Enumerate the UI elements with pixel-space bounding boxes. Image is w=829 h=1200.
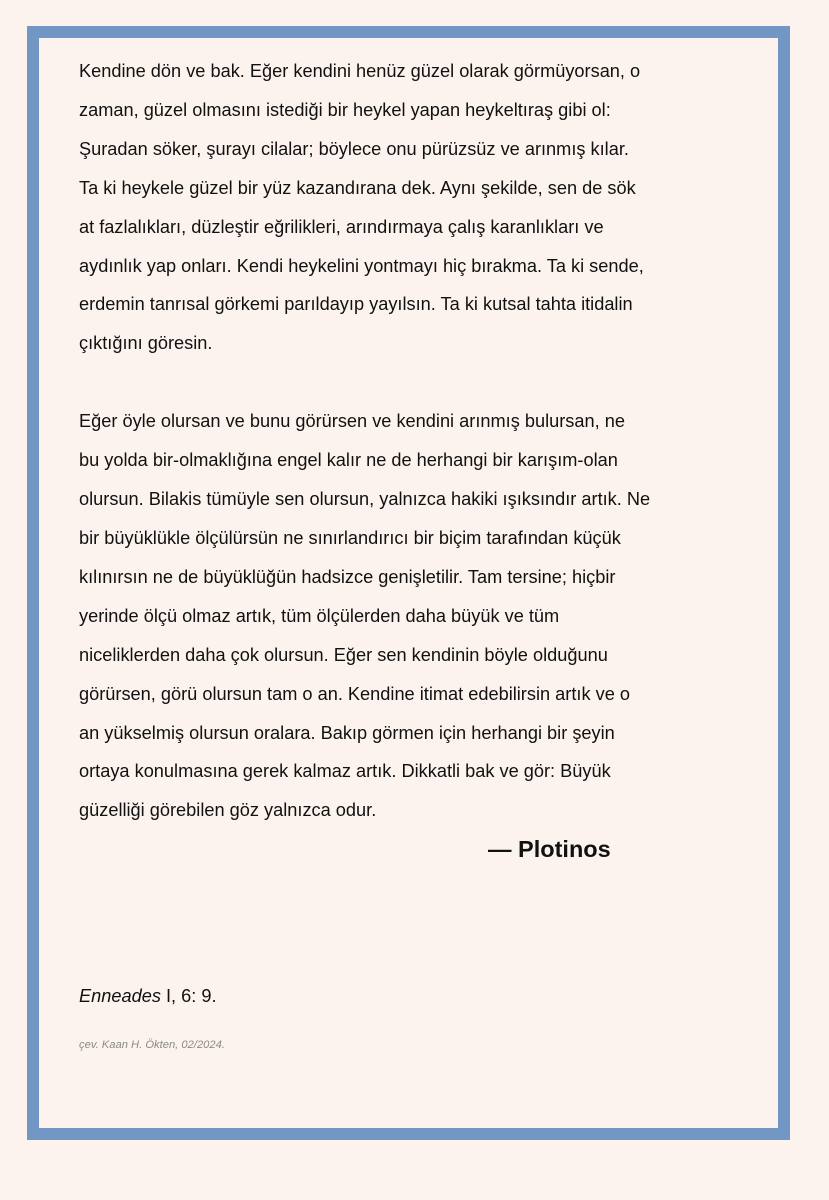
text-line: erdemin tanrısal görkemi parıldayıp yayılsın. Ta ki kutsal tahta itidalin [79, 294, 633, 315]
text-line: an yükselmiş olursun oralara. Bakıp görmen için herhangi bir şeyin [79, 722, 615, 743]
text-line: at fazlalıkları, düzleştir eğrilikleri, arındırmaya çalış karanlıkları ve [79, 216, 604, 237]
text-line: kılınırsın ne de büyüklüğün hadsizce genişletilir. Tam tersine; hiçbir [79, 566, 616, 587]
text-line: çıktığını göresin. [79, 333, 213, 354]
text-line: yerinde ölçü olmaz artık, tüm ölçülerden daha büyük ve tüm [79, 605, 560, 626]
text-line: Şuradan söker, şurayı cilalar; böylece onu pürüzsüz ve arınmış kılar. [79, 138, 629, 159]
source-reference: I, 6: 9. [160, 986, 217, 1006]
text-line: Kendine dön ve bak. Eğer kendini henüz güzel olarak görmüyorsan, o [79, 61, 641, 81]
paragraph-spacer [79, 363, 691, 402]
source-work-title: Enneades [79, 986, 161, 1006]
text-line: zaman, güzel olmasını istediği bir heykel yapan heykeltıraş gibi ol: [79, 99, 611, 120]
quote-paragraph-2 [79, 402, 691, 830]
translator-credit: çev. Kaan H. Ökten, 02/2024. [79, 1039, 225, 1051]
source-citation [79, 986, 217, 1007]
text-line: bu yolda bir-olmaklığına engel kalır ne de herhangi bir karışım-olan [79, 450, 618, 471]
text-line: aydınlık yap onları. Kendi heykelini yontmayı hiç bırakma. Ta ki sende, [79, 255, 644, 276]
quote-attribution: — Plotinos [488, 836, 611, 862]
quote-body [79, 52, 691, 830]
text-line: olursun. Bilakis tümüyle sen olursun, yalnızca hakiki ışıksındır artık. Ne [79, 489, 651, 510]
text-line: Ta ki heykele güzel bir yüz kazandırana dek. Aynı şekilde, sen de sök [79, 177, 636, 198]
text-line: Eğer öyle olursan ve bunu görürsen ve kendini arınmış bulursan, ne [79, 411, 625, 432]
text-line: niceliklerden daha çok olursun. Eğer sen kendinin böyle olduğunu [79, 644, 608, 665]
quote-paragraph-1 [79, 52, 691, 363]
text-line: bir büyüklükle ölçülürsün ne sınırlandırıcı bir biçim tarafından küçük [79, 527, 621, 548]
text-line: görürsen, görü olursun tam o an. Kendine itimat edebilirsin artık ve o [79, 683, 630, 704]
text-line: ortaya konulmasına gerek kalmaz artık. Dikkatli bak ve gör: Büyük [79, 761, 611, 782]
text-line: güzelliği görebilen göz yalnızca odur. [79, 800, 377, 821]
